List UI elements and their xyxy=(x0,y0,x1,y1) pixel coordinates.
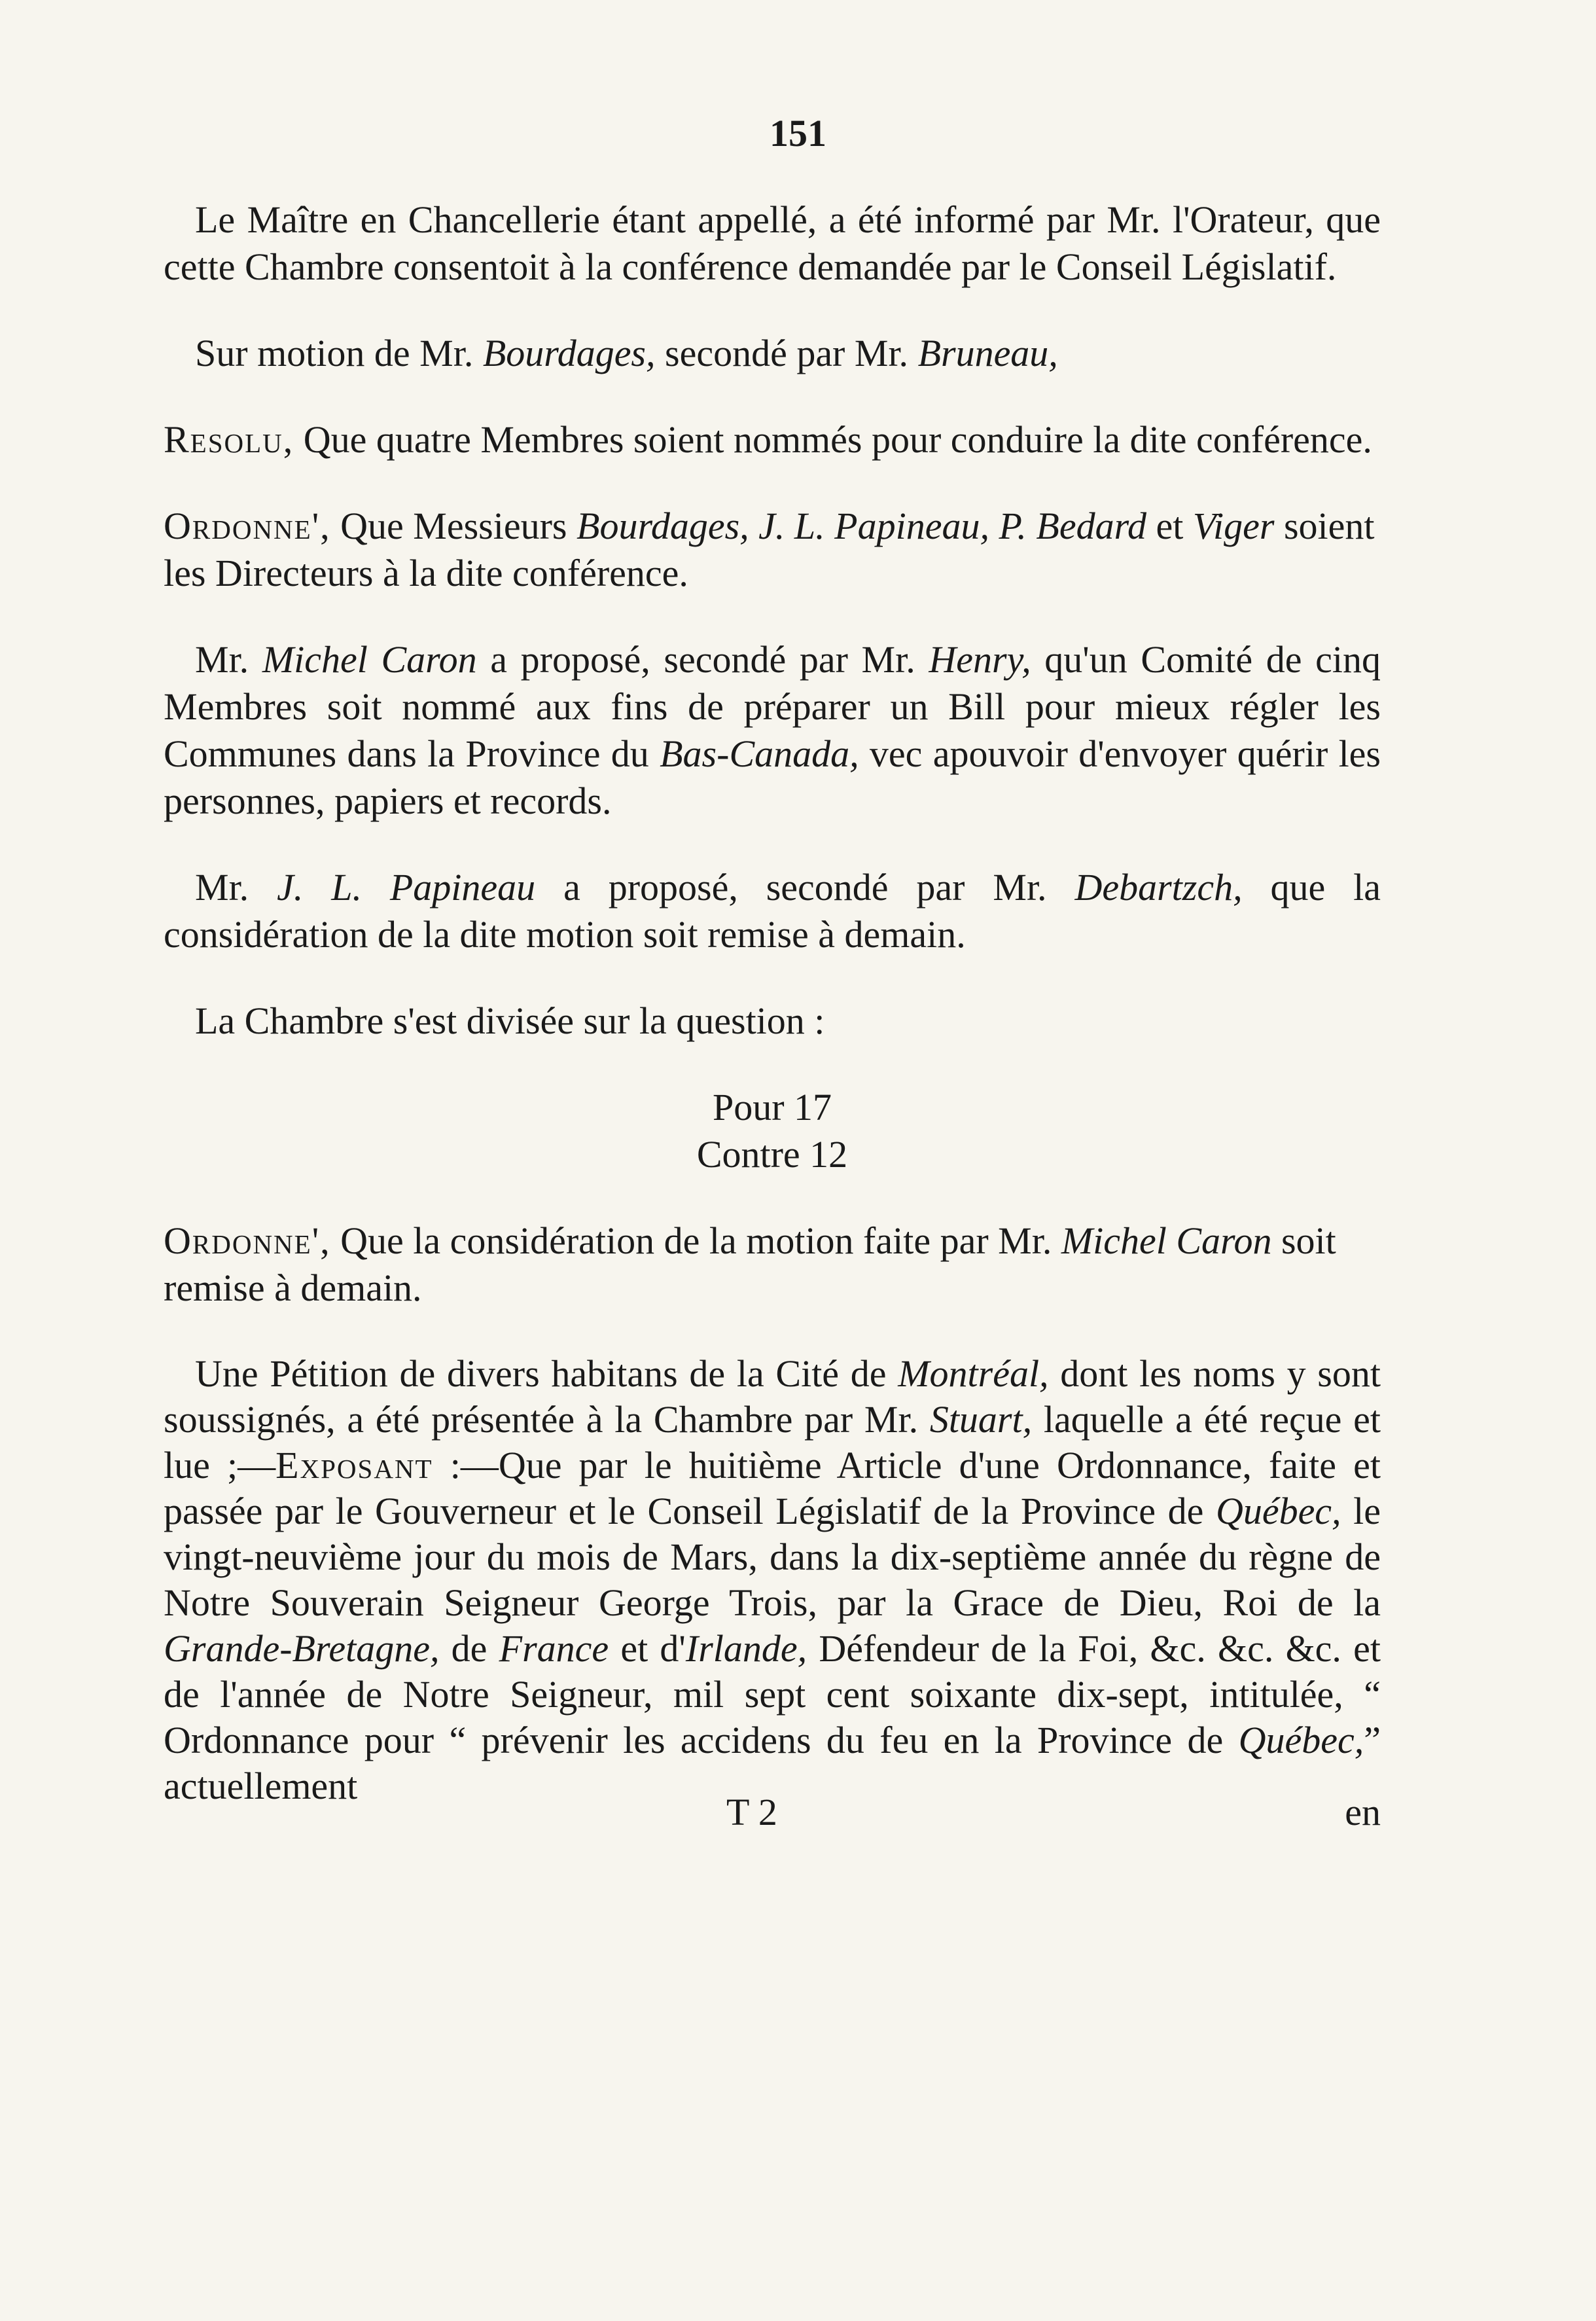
page-footer xyxy=(164,1790,1381,1837)
ordonne-tag: Ordonne', xyxy=(164,1219,331,1262)
name: Michel Caron xyxy=(262,638,477,681)
text: Une Pétition de divers habitans de la Cité de xyxy=(195,1352,898,1395)
name: Michel Caron xyxy=(1061,1219,1272,1262)
text: et d' xyxy=(609,1627,686,1670)
paragraph-motion-caron xyxy=(164,636,1381,825)
name: Debartzch, xyxy=(1074,866,1243,909)
name: J. L. Papineau xyxy=(277,866,536,909)
text: :—Que par le huitième Article d'une Ordonnance, faite et passée par le Gouverneur et le Conseil Législatif de la Province de xyxy=(164,1444,1381,1532)
ordonne-entry-2 xyxy=(164,1217,1381,1312)
vote-pour: Pour 17 xyxy=(712,1086,832,1128)
ordonne-entry-1 xyxy=(164,503,1381,597)
signature-mark: T 2 xyxy=(726,1791,777,1833)
name: Stuart, xyxy=(929,1398,1033,1441)
resolu-text: Que quatre Membres soient nommés pour conduire la dite conférence. xyxy=(294,418,1372,461)
text: Sur motion de Mr. xyxy=(195,332,483,374)
exposant-tag: Exposant xyxy=(275,1444,433,1486)
text: Mr. xyxy=(195,866,277,909)
names: Bourdages, J. L. Papineau, P. Bedard xyxy=(576,505,1147,547)
text: et xyxy=(1146,505,1193,547)
page-number: 151 xyxy=(770,112,826,154)
catchword: en xyxy=(1345,1791,1381,1833)
paragraph-petition xyxy=(164,1351,1381,1809)
place: Bas-Canada, xyxy=(660,732,859,775)
resolu-entry xyxy=(164,416,1381,463)
name: Viger xyxy=(1192,505,1275,547)
text: secondé par Mr. xyxy=(655,332,918,374)
paragraph-motion-bourdages xyxy=(164,330,1381,377)
place: Irlande, xyxy=(685,1627,807,1670)
text: que la considération de la dite motion soit remise à demain. xyxy=(164,866,1381,956)
name: Henry, xyxy=(929,638,1031,681)
text: soient les Directeurs à la dite conférence. xyxy=(164,505,1375,594)
resolu-tag: Resolu, xyxy=(164,418,294,461)
text: dont les noms y sont soussignés, a été présentée à la Chambre par Mr. xyxy=(164,1352,1381,1441)
text: laquelle a été reçue et lue ;— xyxy=(164,1398,1381,1486)
text: de xyxy=(439,1627,499,1670)
name: Bourdages, xyxy=(482,332,656,374)
place: Québec, xyxy=(1215,1490,1341,1532)
place: Montréal, xyxy=(898,1352,1049,1395)
text: a proposé, secondé par Mr. xyxy=(476,638,929,681)
text: qu'un Comité de cinq Membres soit nommé aux fins de préparer un Bill pour mieux régler les Communes dans la Province du xyxy=(164,638,1381,775)
text: Que la considération de la motion faite par Mr. xyxy=(330,1219,1061,1262)
place: France xyxy=(499,1627,609,1670)
place: Grande-Bretagne, xyxy=(164,1627,440,1670)
place: Québec, xyxy=(1238,1719,1364,1761)
text: Mr. xyxy=(195,638,262,681)
text: Que Messieurs xyxy=(330,505,577,547)
paragraph-division: La Chambre s'est divisée sur la question : xyxy=(195,999,825,1042)
paragraph-chancellerie: Le Maître en Chancellerie étant appellé, a été informé par Mr. l'Orateur, que cette Chambre consentoit à la conférence demandée par le Conseil Législatif. xyxy=(164,198,1381,288)
page-body xyxy=(164,196,1381,1809)
ordonne-tag: Ordonne', xyxy=(164,505,331,547)
vote-contre: Contre 12 xyxy=(696,1133,848,1176)
paragraph-motion-papineau xyxy=(164,864,1381,958)
text: le vingt-neuvième jour du mois de Mars, dans la dix-septième année du règne de Notre Souverain Seigneur George Trois, par la Grace de Dieu, Roi de la xyxy=(164,1490,1381,1624)
text: ” actuellement xyxy=(164,1719,1381,1807)
name: Bruneau, xyxy=(917,332,1058,374)
text: vec apouvoir d'envoyer quérir les personnes, papiers et records. xyxy=(164,732,1381,822)
text: a proposé, secondé par Mr. xyxy=(535,866,1075,909)
text: soit remise à demain. xyxy=(164,1219,1336,1309)
vote-tally xyxy=(164,1084,1381,1178)
text: Défendeur de la Foi, &c. &c. &c. et de l'année de Notre Seigneur, mil sept cent soixante dix-sept, intitulée, “ Ordonnance pour “ prévenir les accidens du feu en la Province de xyxy=(164,1627,1381,1761)
